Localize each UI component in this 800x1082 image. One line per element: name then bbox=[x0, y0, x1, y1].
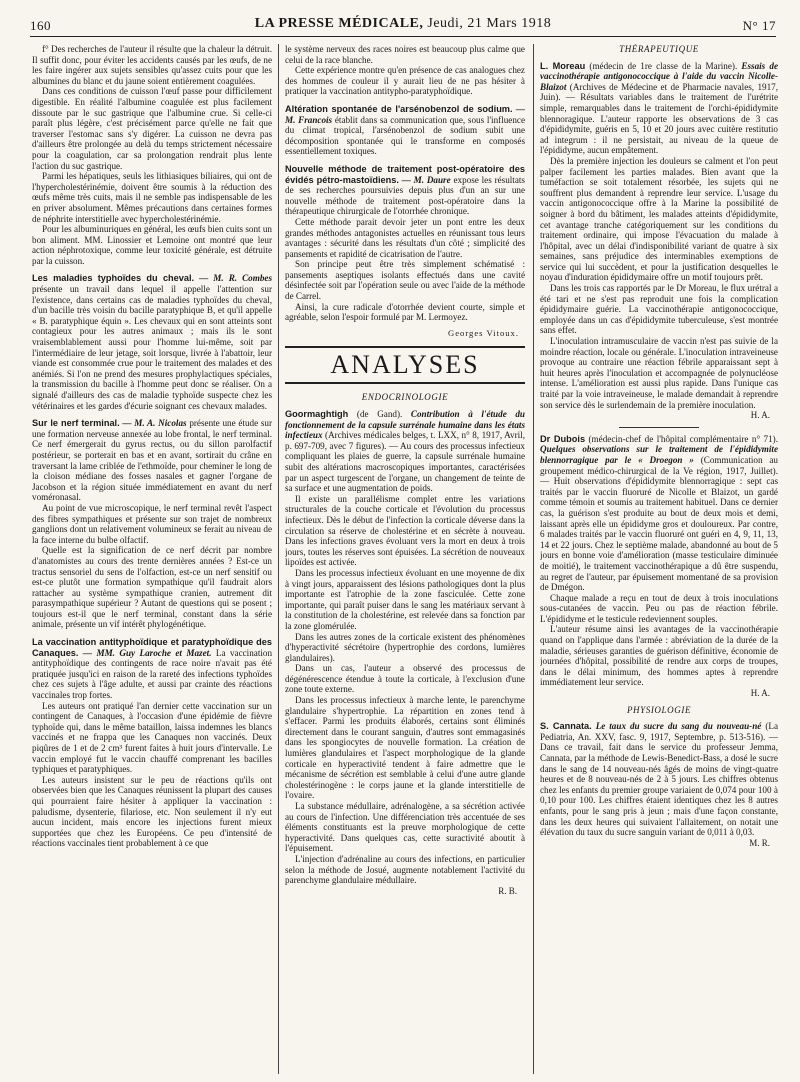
column-left bbox=[32, 44, 272, 1074]
paragraph: Les auteurs ont pratiqué l'an dernier cette vaccination sur un contingent de Canaques, à l'occasion d'une épidémie de fièvre typhoïde qui, dans le même bataillon, laissa indemnes les blancs vaccinés et ne frappa que les Canaques non vaccinés. Deux piqûres de 1 et de 2 cm³ furent faites à huit jours d'intervalle. Le vaccin employé fut le vaccin chauffé comprenant les bacilles typhiques et paratyphiques. bbox=[32, 700, 272, 775]
article bbox=[540, 434, 778, 593]
paragraph: Chaque malade a reçu en tout de deux à trois inoculations sous-cutanées de vaccin. Peu ou pas de réaction fébrile. L'épididyme et le testicule redeviennent souples. bbox=[540, 592, 778, 624]
article-title: La vaccination antityphoïdique et paratyphoïdique des Canaques. bbox=[32, 637, 272, 658]
article-text: établit dans sa communication que, sous l'influence du climat tropical, l'arsénobenzol de sodium subit une décomposition spontanée qui le transforme en composés essentiellement toxiques. bbox=[285, 114, 525, 157]
article-author: — M. R. Combes bbox=[199, 273, 272, 284]
article-text: (La Pediatria, An. XXV, fasc. 9, 1917, Septembre, p. 513-516). — Dans ce travail, fait dans le service du professeur Jemma, Cannata, par la méthode de Lewis-Benedict-Bass, a dosé le sucre dans le sang de 14 nouveau-nés âgés de moins de vingt-quatre heures et de 8 nouveau-nés de 2 à 5 jours. Les chiffres obtenus chez les enfants du premier groupe variaient de 0,074 pour 100 à 0,10 pour 100. Les chiffres étaient identiques chez les 8 autres enfants, pour le sang pris à jeun ; mais d'une façon constante, dans les deux heures qui suivaient l'allaitement, on notait une élévation du taux du sucre sanguin variant de 0,011 à 0,03. bbox=[540, 721, 778, 838]
paragraph: Quelle est la signification de ce nerf décrit par nombre d'anatomistes au cours des trente dernières années ? Est-ce un tractus sensoriel du sens de l'olfaction, est-ce un nerf sensitif ou est-ce plutôt une formation sympathique qu'il faudrait alors rattacher au système sympathique cranien, autrement dit parasympathique supérieur ? Autant de questions qui se posent ; toujours est-il que le nerf terminal, constant dans la série animale, présente un vif intérêt phylogénétique. bbox=[32, 545, 272, 630]
article-title: Le taux du sucre du sang du nouveau-né bbox=[595, 721, 762, 732]
paragraph: L'injection d'adrénaline au cours des infections, en particulier selon la méthode de Josué, augmente notablement l'activité du parenchyme glandulaire médullaire. bbox=[285, 853, 525, 886]
paragraph: Cette méthode parait devoir jeter un pont entre les deux grandes méthodes antagonistes actuelles en réunissant tous leurs avantages : sécurité dans les résultats d'un côté ; simplicité des pansements et rapidité de cicatrisation de l'autre. bbox=[285, 216, 525, 259]
article-author: — MM. Guy Laroche et Mazet. bbox=[82, 647, 212, 658]
paragraph: Ainsi, la cure radicale d'otorrhée devient courte, simple et agréable, selon l'espoir formulé par M. Lermoyez. bbox=[285, 301, 525, 323]
article-title: Quelques observations sur le traitement de l'épididymite blennorragique par le « Droegon » bbox=[540, 444, 778, 465]
article-author: — M. Francois bbox=[285, 103, 525, 125]
article-title: Contribution à l'étude du fonctionnement de la capsule surrénale humaine dans les états infectieux bbox=[285, 409, 525, 441]
issue-date: Jeudi, 21 Mars 1918 bbox=[427, 16, 552, 31]
paragraph: Pour les albuminuriques en général, les œufs bien cuits sont un bon aliment. MM. Linossier et Lemoine ont montré que leur action néphrotoxique, comme leur toxicité générale, est détruite par la cuisson. bbox=[32, 224, 272, 266]
section-heading: PHYSIOLOGIE bbox=[626, 704, 692, 715]
article-title: Les maladies typhoïdes du cheval. bbox=[32, 273, 195, 284]
article-title: Sur le nerf terminal. bbox=[32, 418, 120, 429]
section-title-analyses: ANALYSES bbox=[285, 346, 525, 384]
article-text: présente un travail dans lequel il appelle l'attention sur l'existence, dans certains cas de maladies typhoïdes du cheval, d'un bacille très voisin du bacille paratyphique B, et qu'il appelle « B. paratyphique équin ». Les chevaux qui en sont atteints sont contagieux pour les autres animaux ; mais ils le sont vraisemblablement aussi pour l'homme lui-même, soit par l'intermédiaire de leur jetage, soit lorsque, livrée à l'abattoir, leur viande est consommée crue pour le traitement des malades et des anémiés. Si l'on ne prend des mesures prophylactiques spéciales, la transmission du bacille à l'homme peut donc se réaliser. On a signalé d'ailleurs des cas de maladie typhoïde suspecte chez les vétérinaires et les gardes d'écurie soignant ces chevaux malades. bbox=[32, 284, 272, 411]
article-text: (Archives médicales belges, t. LXX, n° 8, 1917, Avril, p. 697-709, avec 7 figures). — Au cours des processus infectieux compliquant les plaies de guerre, la capsule surrénale humaine subit des altérations macroscopiques importantes, caractérisées par un aspect turgescent de l'organe, un changement de teinte de sa surface et une augmentation de poids. bbox=[285, 430, 525, 494]
article-author: Goormaghtigh bbox=[285, 409, 349, 420]
article bbox=[285, 104, 525, 157]
article-text: La vaccination antityphoïdique des contingents de race noire n'avait pas été pratiquée jusqu'ici en raison de la rareté des infections typhoïdes chez ces sujets à l'âge adulte, et aussi par crainte des réactions vaccinales trop fortes. bbox=[32, 647, 272, 701]
paragraph: Dès la première injection les douleurs se calment et l'on peut palper facilement les parties malades. Bien avant que la tuméfaction se soit totalement résorbée, les sujets qui ne souffrent plus demandent à reprendre leur service. L'usage du vaccin antigonococcique offre à la Marine la possibilité de soigner à bord du bâtiment, les malades atteints d'épididymite, cet avantage tranche catégoriquement sur les conditions du traitement ordinaire, qui impose l'évacuation du malade à l'hôpital, avec un délai d'indisponibilité variant de quatre à six semaines, sans préjudice des interminables exemptions de service qui lui succèdent, et pour la justification desquelles le noyau d'induration épididymaire offre un motif toujours prêt. bbox=[540, 155, 778, 283]
signature: M. R. bbox=[749, 837, 770, 848]
issue-number: N° 17 bbox=[742, 18, 776, 33]
article-author: L. Moreau bbox=[540, 60, 586, 71]
article-title: Essais de vaccinothérapie antigonococcique à l'aide du vaccin Nicolle-Blaizot bbox=[540, 60, 778, 92]
article bbox=[32, 418, 272, 503]
paragraph: Cette expérience montre qu'en présence de cas analogues chez des hommes de couleur il y aurait lieu de ne pas hésiter à pratiquer la vaccination antitypho-paratyphoïdique. bbox=[285, 65, 525, 97]
article bbox=[285, 409, 525, 494]
journal-title bbox=[30, 16, 776, 32]
article-title: Altération spontanée de l'arsénobenzol de sodium. bbox=[285, 103, 513, 114]
paragraph: Dans les processus infectieux à marche lente, le parenchyme glandulaire s'hypertrophie. La répartition en zones tend à s'effacer. Parmi les produits élaborés, certains sont éliminés directement dans le courant sanguin, d'autres sont emmagasinés dans les spongiocytes de nouvelle formation. La création de lumières glandulaires et l'aspect morphologique de la glande corticale en hyperactivité tendent à faire admettre que le mécanisme de sécrétion est semblable à celui d'une autre glande cholestérinogène : le corps jaune et la glande interstitielle de l'ovaire. bbox=[285, 695, 525, 801]
author-place: (de Gand). bbox=[356, 409, 403, 420]
paragraph: Dans les processus infectieux évoluant en une moyenne de dix à vingt jours, apparaissent des lésions pathologiques dont la plus importante est l'atrophie de la zone fasciculée. Cette zone importante, qui paraît puiser dans le sang les matériaux servant à la constitution de la cholestérine, est relevée dans sa fonction par la zone glomérulée. bbox=[285, 567, 525, 631]
column-right bbox=[540, 44, 778, 1074]
signature: Georges Vitoux. bbox=[448, 327, 519, 338]
paragraph: La substance médullaire, adrénalogène, a sa sécrétion activée au cours de l'infection. Une différenciation très accentuée de ses éléments constituants est la preuve morphologique de cette hyperactivité. Dans quelques cas, cette suractivité aboutit à l'épuisement. bbox=[285, 801, 525, 854]
separator bbox=[619, 427, 699, 428]
article-author: Dr Dubois bbox=[540, 433, 586, 444]
column-divider bbox=[533, 44, 534, 1074]
page-number: 160 bbox=[30, 18, 51, 33]
paragraph: Dans un cas, l'auteur a observé des processus de dégénérescence étendue à toute la corticale, à l'exclusion d'une zone toute externe. bbox=[285, 663, 525, 695]
article-text: présente une étude sur une formation nerveuse annexée au lobe frontal, le nerf terminal. Ce nerf émergerait du gyrus rectus, ou du sillon parolfactif postérieur, se porterait en bas et en avant, sortirait du crâne en traversant la lame criblée de l'ethmoïde, pour cheminer le long de la cloison médiane des fosses nasales et gagner l'organe de Jacobson et la région située immédiatement en avant du nerf voméronasal. bbox=[32, 418, 272, 503]
paragraph: Parmi les hépatiques, seuls les lithiasiques biliaires, qui ont de l'hypercholestérinémie, doivent être soumis à la réduction des œufs même très cuits, mais il ne semble pas indispensable de les en priver absolument. Mêmes précautions dans certaines formes de néphrite interstitielle avec hypercholestérinémie. bbox=[32, 171, 272, 224]
article bbox=[540, 721, 778, 838]
article bbox=[32, 637, 272, 701]
article-text: (Archives de Médecine et de Pharmacie navales, 1917, Juin). — Résultats variables dans le traitement de l'urétrite simple, remarquables dans le traitement de l'orchi-épididymite blennoragique. L'auteur rapporte les observations de 3 cas d'épididymite, guéris en 5, 10 et 20 jours avec cuitère restitutio ad integrum : il ne persistait, au niveau de la queue de l'épididyme, aucun empâtement. bbox=[540, 81, 778, 156]
author-affiliation: (médecin-chef de l'hôpital complémentaire n° 71). bbox=[588, 433, 778, 444]
paragraph: L'inoculation intramusculaire de vaccin n'est pas suivie de la moindre réaction, locale ou générale. L'inoculation intraveineuse provoque au contraire une réaction fébrile apparaissant sept à huit heures après l'inoculation et accompagnée de polynucléose intense. L'amélioration est aussi plus rapide. Dans l'unique cas traité par la voie intraveineuse, le malade demandait à reprendre son service dès le surlendemain de la première inoculation. bbox=[540, 336, 778, 410]
section-heading: THÉRAPEUTIQUE bbox=[619, 44, 699, 54]
paragraph: Dans les trois cas rapportés par le Dr Moreau, le flux urétral a été tari et ne s'est pas reproduit une fois la complication épididymaire guérie. La vaccinothérapie antigonococcique, employée dans un cas d'épididymite tuberculeuse, s'est montrée sans effet. bbox=[540, 283, 778, 336]
paragraph: Il existe un parallélisme complet entre les variations structurales de la couche corticale et l'évolution du processus infectieux. Dès le début de l'infection la corticale déverse dans la circulation sa réserve de cholestérine et en sécrète à nouveau. Dans les infections graves évoluant vers la mort en deux à trois jours, toutes les réserves sont épuisées. La sécrétion de nouveaux lipoïdes est activée. bbox=[285, 493, 525, 568]
article bbox=[540, 61, 778, 156]
paragraph: L'auteur résume ainsi les avantages de la vaccinothérapie quand on l'applique dans l'armée : abréviation de la durée de la maladie, sérieuses garanties de guérison définitive, économie de journées d'hôpital, possibilité de rendre aux corps de troupes, dans le délai minimum, des hommes aptes à reprendre immédiatement leur service. bbox=[540, 624, 778, 688]
author-affiliation: (médecin de 1re classe de la Marine). bbox=[589, 60, 738, 71]
paragraph: Les auteurs insistent sur le peu de réactions qu'ils ont observées bien que les Canaques réunissent la plupart des causes qui pourraient faire hésiter à appliquer la vaccination : paludisme, dysenterie, filariose, etc. Non seulement il n'y eut aucun incident, mais encore les injections furent mieux supportées que chez les Européens. Ce peu d'intensité de réactions vaccinales tient probablement à ce que bbox=[32, 774, 272, 849]
signature: H. A. bbox=[750, 688, 770, 699]
column-divider bbox=[278, 44, 279, 1074]
paragraph: le système nerveux des races noires est beaucoup plus calme que celui de la race blanche. bbox=[285, 44, 525, 65]
column-middle bbox=[285, 44, 525, 1074]
article-text: (Communication au groupement médico-chirurgical de la Ve région, 1917, Juillet). — Huit observations d'épididymite blennorragique : sept cas traités par le vaccin fluoruré de Nicolle et Blaizot, un gardé comme témoin et soumis au traitement habituel. Dans ce dernier cas, la guérison s'est produite au bout de deux mois et demi, laissant après elle un épididyme gros et douloureux. Par contre, 6 malades traités par le vaccin fluoruré ont guéri en 4, 9, 11, 13, 14 et 22 jours. Chez le septième malade, abandonné au bout de 5 jours en bonne voie d'amélioration (masse testiculaire diminuée de moitié), le traitement vaccinothérapique a dû être suspendu, au regret de l'auteur, par épuisement momentané de sa provision de Dmégon. bbox=[540, 454, 778, 593]
paragraph: f° Des recherches de l'auteur il résulte que la chaleur la détruit. Il suffit donc, pour éviter les accidents causés par les œufs, de ne les faire ingérer aux sujets sensibles qu'assez cuits pour que les albumines du blanc et du jaune soient entièrement coagulées. bbox=[32, 44, 272, 86]
paragraph: Dans les autres zones de la corticale existent des phénomènes d'hyperactivité sécrétoire (hypertrophie des cordons, lumières glandulaires). bbox=[285, 631, 525, 663]
page-header bbox=[30, 14, 776, 37]
paragraph: Dans ces conditions de cuisson l'œuf passe pour difficilement digestible. En réalité l'albumine coagulée est plus facilement dissoute par le suc gastrique que l'albumine crue. Si celle-ci paraît plus légère, c'est précisément parce qu'elle ne fait que traverser l'estomac sans s'y digérer. La cuisson ne devra pas d'ailleurs être prolongée au delà du temps strictement nécessaire pour la coagulation, car sa prolongation rendrait plus lente l'action du suc gastrique. bbox=[32, 86, 272, 171]
article-author: S. Cannata. bbox=[540, 721, 592, 732]
article-author: — M. A. Nicolas bbox=[122, 418, 187, 429]
journal-name: LA PRESSE MÉDICALE, bbox=[254, 16, 424, 31]
paragraph: Son principe peut être très simplement schématisé : pansements aseptiques isolants effectués dans une cavité désinfectée soit par l'opération seule ou avec l'aide de la méthode de Carrel. bbox=[285, 259, 525, 302]
paragraph: Au point de vue microscopique, le nerf terminal revêt l'aspect des fibres sympathiques et présente sur son trajet de nombreux ganglions dont un relativement volumineux se ferait au niveau de la face interne du bulbe olfactif. bbox=[32, 502, 272, 545]
article-title: Nouvelle méthode de traitement post-opératoire des évidés pétro-mastoïdiens. bbox=[285, 163, 525, 185]
article-text: expose les résultats de ses recherches poursuivies depuis plus d'un an sur une nouvelle méthode de traitement post-opératoire dans la thérapeutique chirurgicale de l'otorrhée chronique. bbox=[285, 174, 525, 217]
article bbox=[32, 273, 272, 411]
signature: R. B. bbox=[498, 885, 517, 896]
signature: H. A. bbox=[750, 410, 770, 421]
section-heading: ENDOCRINOLOGIE bbox=[361, 392, 449, 403]
article-author: — M. Daure bbox=[401, 174, 451, 185]
article bbox=[285, 164, 525, 217]
